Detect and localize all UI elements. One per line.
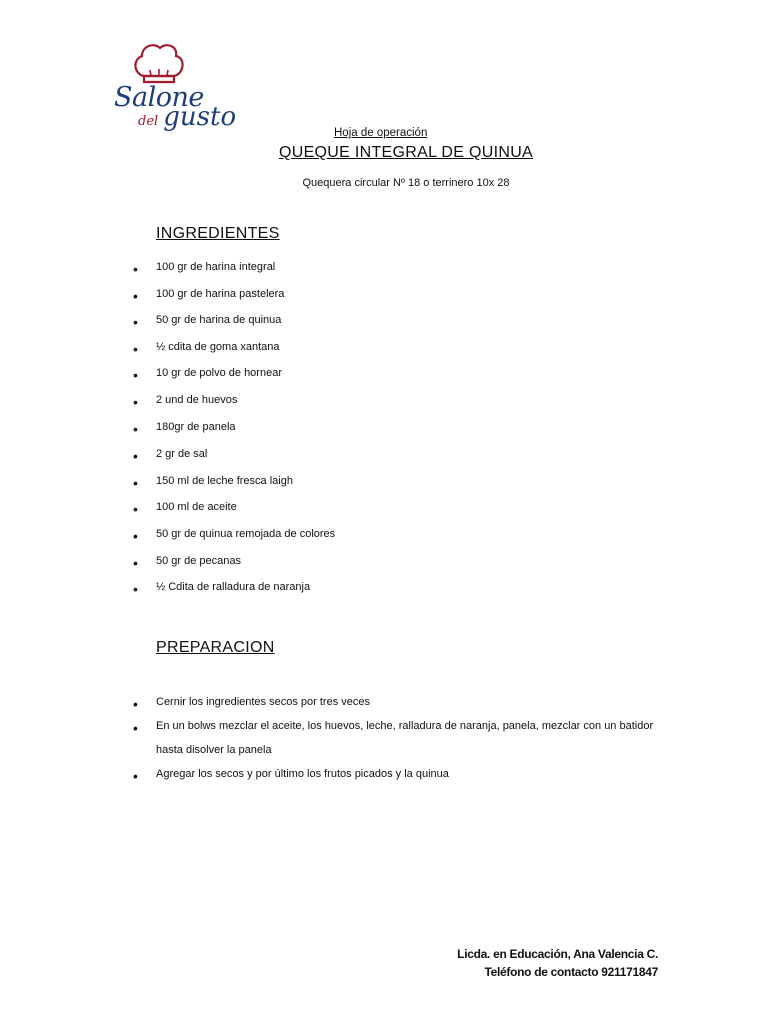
bullet-icon: • xyxy=(133,696,138,712)
chef-hat-icon xyxy=(130,42,186,84)
ingredient: ½ Cdita de ralladura de naranja xyxy=(156,581,311,593)
author-line: Licda. en Educación, Ana Valencia C. xyxy=(457,947,658,961)
bullet-icon: • xyxy=(133,501,138,517)
preparation-step: Agregar los secos y por último los frutos picados y la quinua xyxy=(156,768,449,780)
preparation-step: En un bolws mezclar el aceite, los huevos, leche, ralladura de naranja, panela, mezclar con un batidor hasta disolver la panela xyxy=(156,720,654,756)
sheet-label: Hoja de operación xyxy=(334,127,428,139)
logo-del: del xyxy=(138,114,159,129)
bullet-icon: • xyxy=(133,528,138,544)
logo xyxy=(108,42,237,132)
bullet-icon: • xyxy=(133,448,138,464)
bullet-icon: • xyxy=(133,555,138,571)
ingredient: 50 gr de harina de quinua xyxy=(156,314,282,326)
ingredient: ½ cdita de goma xantana xyxy=(156,341,280,353)
ingredient: 180gr de panela xyxy=(156,421,236,433)
bullet-icon: • xyxy=(133,261,138,277)
bullet-icon: • xyxy=(133,341,138,357)
bullet-icon: • xyxy=(133,394,138,410)
ingredient: 100 ml de aceite xyxy=(156,501,237,513)
ingredients-heading: INGREDIENTES xyxy=(156,225,280,242)
bullet-icon: • xyxy=(133,314,138,330)
bullet-icon: • xyxy=(133,367,138,383)
ingredient: 2 gr de sal xyxy=(156,448,208,460)
contact-line: Teléfono de contacto 921171847 xyxy=(484,965,658,979)
bullet-icon: • xyxy=(133,288,138,304)
logo-line2 xyxy=(138,102,236,132)
ingredient: 50 gr de pecanas xyxy=(156,555,242,567)
ingredient: 150 ml de leche fresca laigh xyxy=(156,475,293,487)
ingredient: 2 und de huevos xyxy=(156,394,238,406)
ingredient: 10 gr de polvo de hornear xyxy=(156,367,282,379)
bullet-icon: • xyxy=(133,421,138,437)
bullet-icon: • xyxy=(133,720,138,736)
ingredient: 100 gr de harina integral xyxy=(156,261,276,273)
recipe-title: QUEQUE INTEGRAL DE QUINUA xyxy=(278,144,534,161)
ingredient: 100 gr de harina pastelera xyxy=(156,288,285,300)
ingredient: 50 gr de quinua remojada de colores xyxy=(156,528,336,540)
logo-line1: Salone xyxy=(114,82,204,113)
recipe-subtitle: Quequera circular Nº 18 o terrinero 10x 28 xyxy=(302,177,510,189)
bullet-icon: • xyxy=(133,475,138,491)
bullet-icon: • xyxy=(133,581,138,597)
logo-gusto: gusto xyxy=(163,102,237,132)
preparation-step: Cernir los ingredientes secos por tres veces xyxy=(156,696,370,708)
preparation-heading: PREPARACION xyxy=(156,639,275,656)
bullet-icon: • xyxy=(133,768,138,784)
